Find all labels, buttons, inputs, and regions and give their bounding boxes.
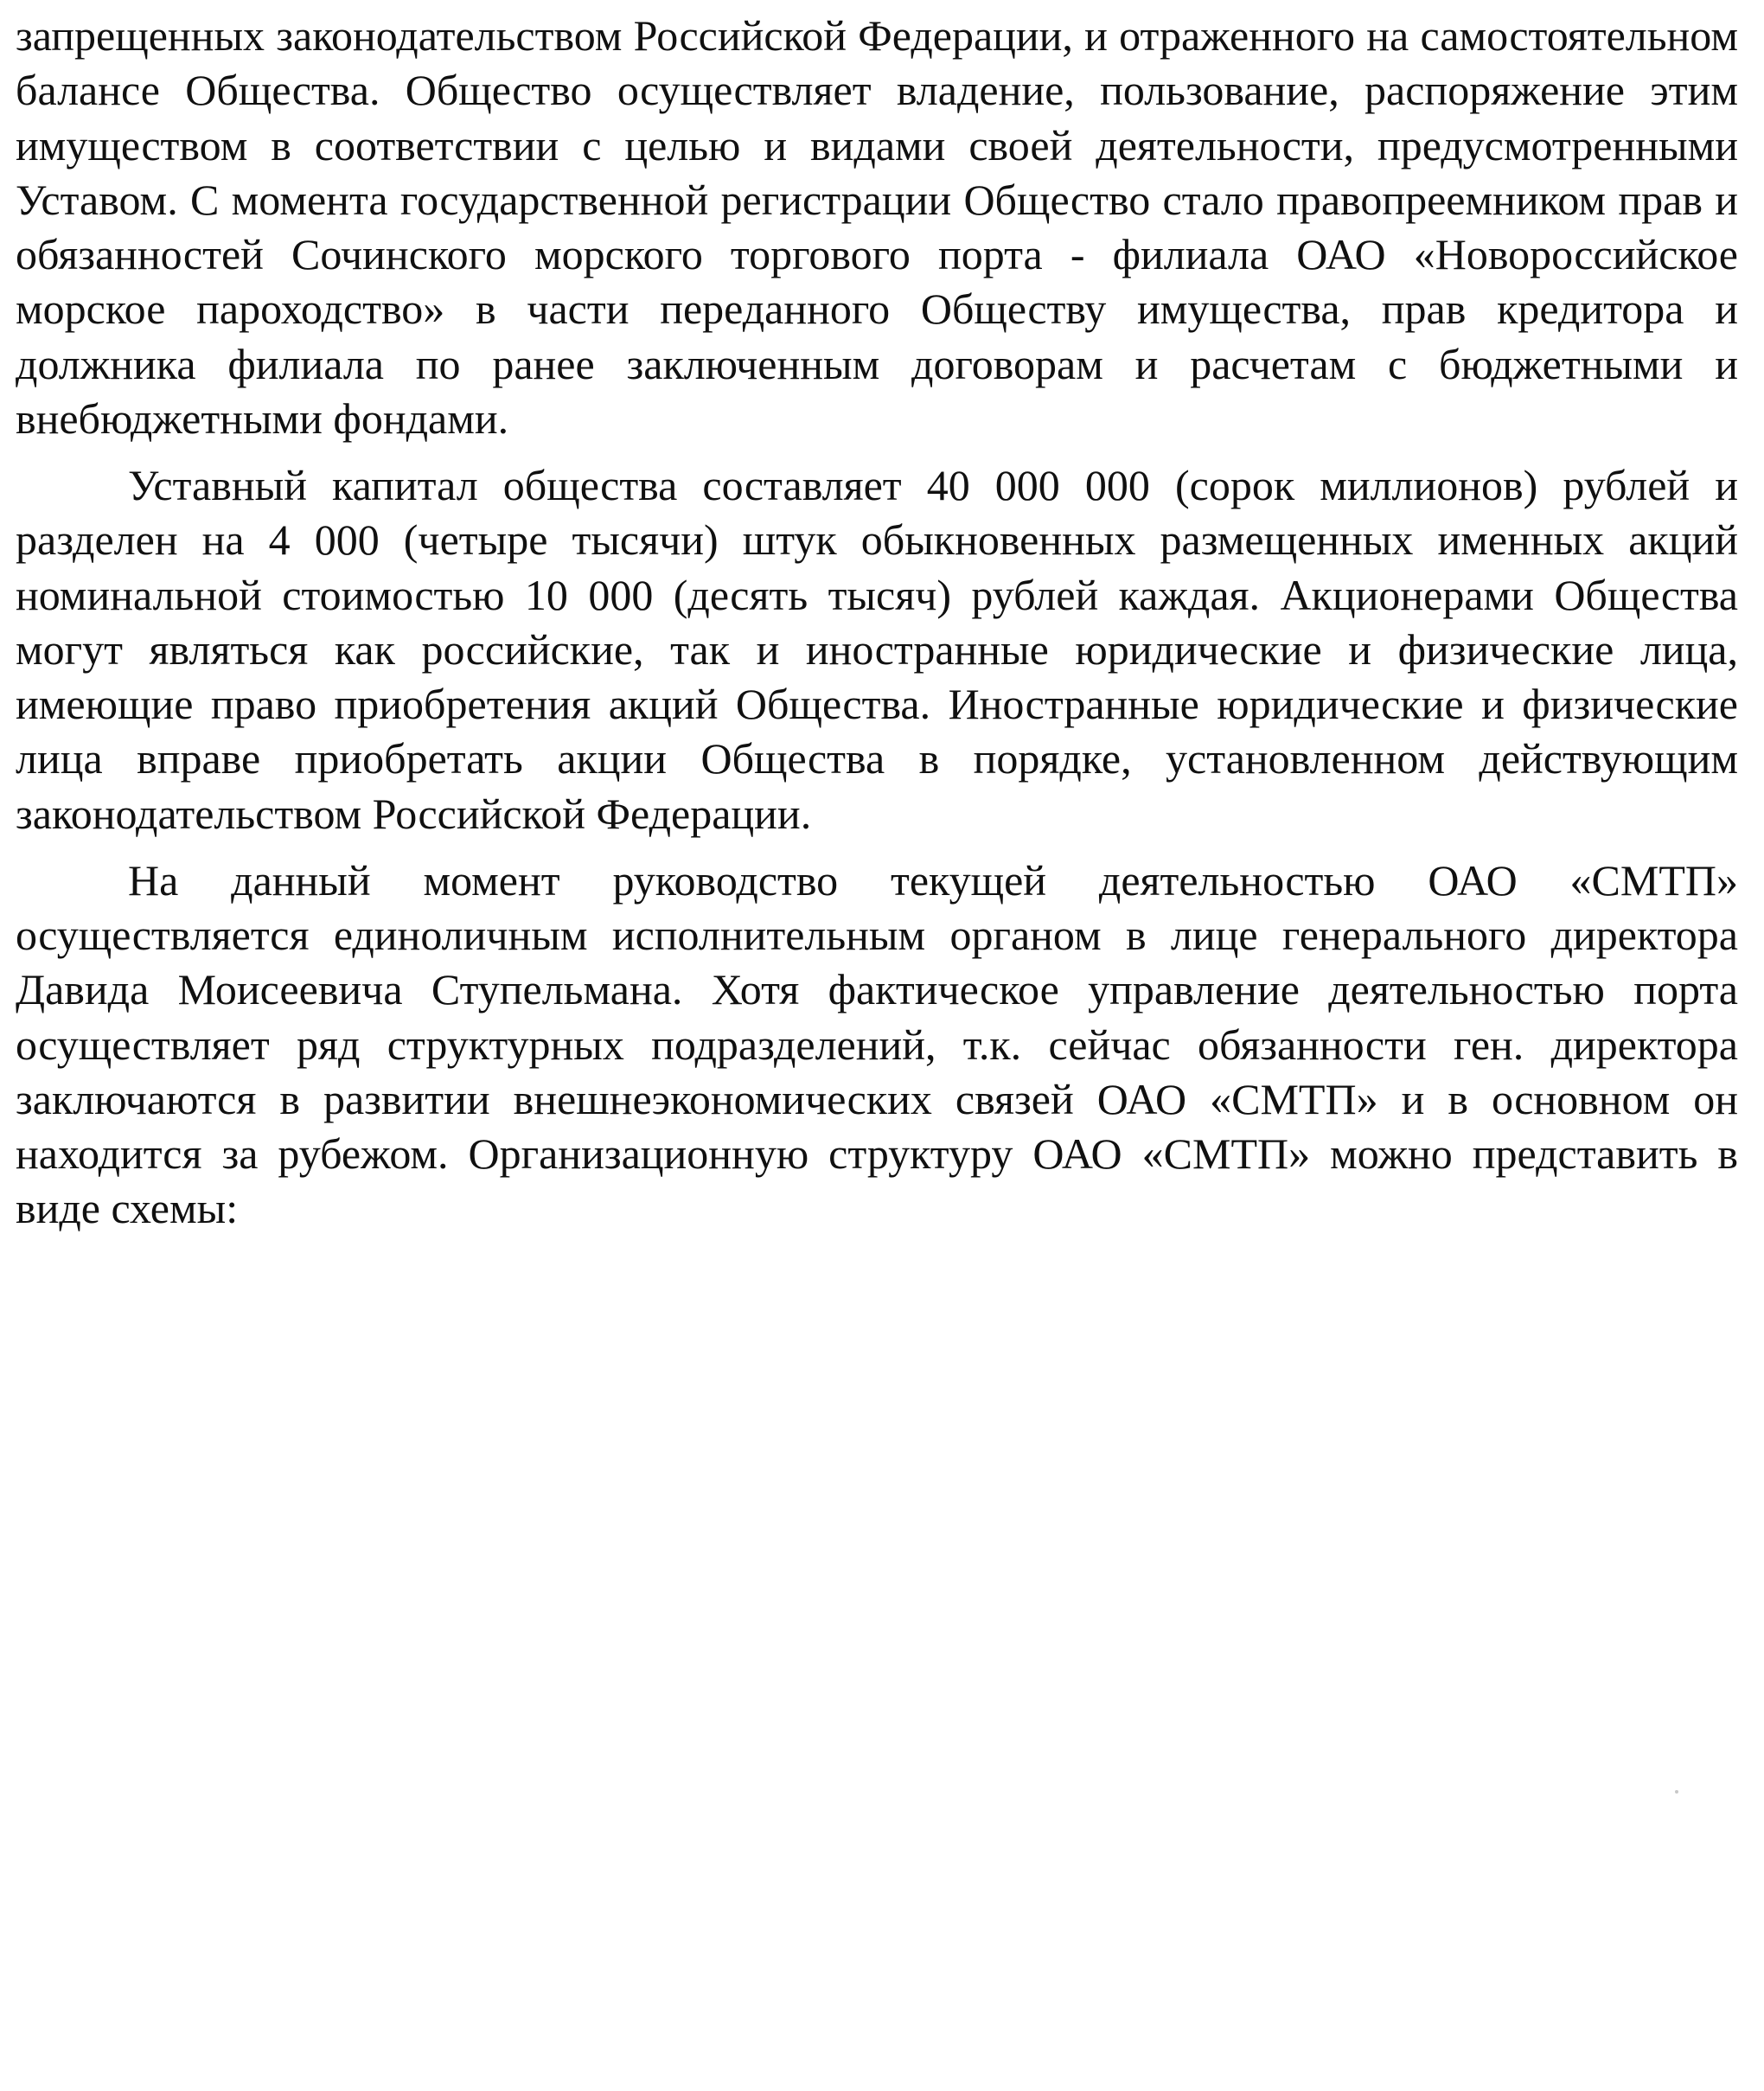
scan-speck bbox=[1675, 1790, 1678, 1794]
paragraph-management: На данный момент руководство текущей деятельностью ОАО «СМТП» осуществляется единоличным исполнительным органом в лице генерального директора Давида Моисеевича Ступельмана. Хотя фактическое управление деятельностью порта осуществляет ряд структурных подразделений, т.к. сейчас обязанности ген. директора заключаются в развитии внешнеэкономических связей ОАО «СМТП» и в основном он находится за рубежом. Организационную структуру ОАО «СМТП» можно представить в виде схемы: bbox=[16, 855, 1738, 1233]
document-body bbox=[16, 9, 1738, 1237]
paragraph-property: запрещенных законодательством Российской Федерации, и отраженного на самостоятельном балансе Общества. Общество осуществляет владение, пользование, распоряжение этим имуществом в соответствии с целью и видами своей деятельности, предусмотренными Уставом. С момента государственной регистрации Общество стало правопреемником прав и обязанностей Сочинского морского торгового порта - филиала ОАО «Новороссийское морское пароходство» в части переданного Обществу имущества, прав кредитора и должника филиала по ранее заключенным договорам и расчетам с бюджетными и внебюджетными фондами. bbox=[16, 11, 1738, 443]
paragraph-charter-capital: Уставный капитал общества составляет 40 000 000 (сорок миллионов) рублей и разделен на 4 000 (четыре тысячи) штук обыкновенных размещенных именных акций номинальной стоимостью 10 000 (десять тысяч) рублей каждая. Акционерами Общества могут являться как российские, так и иностранные юридические и физические лица, имеющие право приобретения акций Общества. Иностранные юридические и физические лица вправе приобретать акции Общества в порядке, установленном действующим законодательством Российской Федерации. bbox=[16, 461, 1738, 838]
